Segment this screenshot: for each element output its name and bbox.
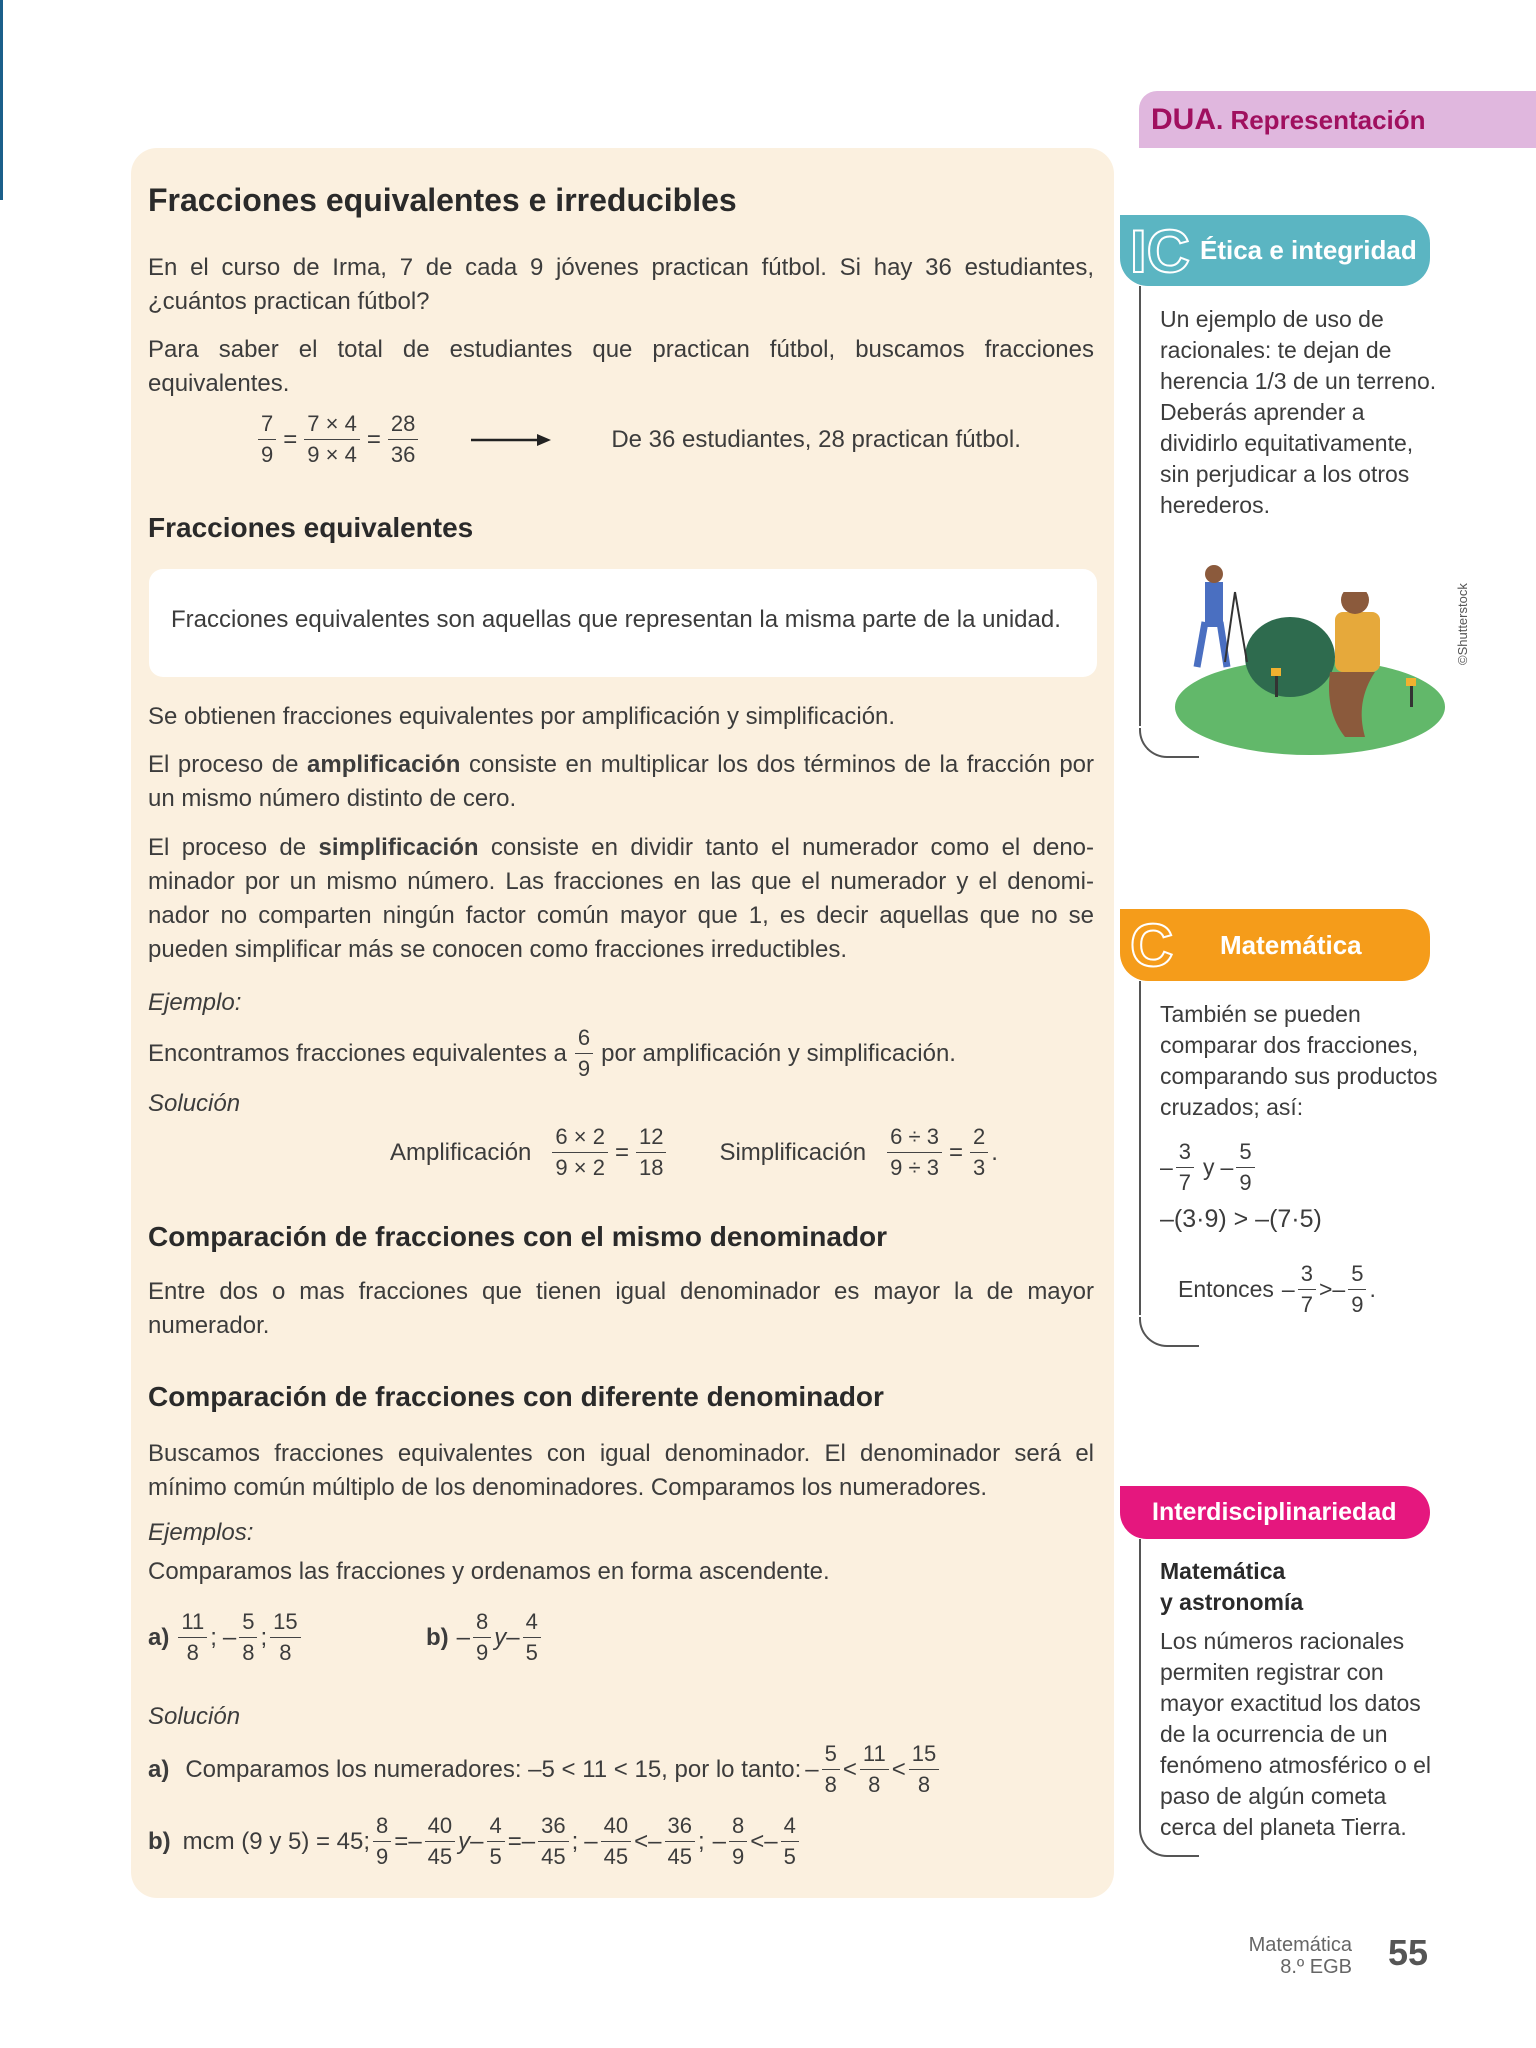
fraction: $\frac{2}{3}$ bbox=[970, 1125, 988, 1180]
ethics-bracket bbox=[1139, 286, 1141, 726]
fraction: $\frac{8}{9}$ bbox=[473, 1610, 491, 1665]
heading-different-denominator: Comparación de fracciones con diferente denominador bbox=[148, 1381, 884, 1412]
dua-rest: . Representación bbox=[1216, 105, 1426, 135]
ic-icon: IC bbox=[1130, 218, 1190, 285]
ethics-title: Ética e integridad bbox=[1200, 235, 1417, 265]
amplification-equation: Amplificación $\frac{6 \times 2}{9 \times 2}$ = $\frac{12}{18}$ Simplificación $\frac{6 \div 3}{9 \div 3}$ = $\frac{2}{3}$ . bbox=[390, 1124, 998, 1180]
inter-subtitle: Matemática y astronomía bbox=[1160, 1558, 1304, 1615]
fraction: $\frac{3}{7}$ bbox=[1176, 1140, 1194, 1195]
fraction: $\frac{7 \times 4}{9 \times 4}$ bbox=[304, 412, 360, 467]
example-statement: Encontramos fracciones equivalentes a $\frac{6}{9}$ por amplificación y simplificación. bbox=[148, 1025, 956, 1081]
fraction: $\frac{4}{5}$ bbox=[523, 1610, 541, 1665]
ethics-text: Un ejemplo de uso de racionales: te dejan de herencia 1/3 de un terreno. Deberás aprender a dividirlo equitativamente, sin perjudicar a los otros herederos. bbox=[1160, 306, 1437, 518]
fraction: $\frac{11}{8}$ bbox=[860, 1742, 889, 1797]
fraction: $\frac{6 \div 3}{9 \div 3}$ bbox=[887, 1125, 942, 1180]
math-title: Matemática bbox=[1220, 930, 1362, 960]
fraction: $\frac{5}{9}$ bbox=[1236, 1140, 1254, 1195]
fraction: $\frac{8}{9}$ bbox=[373, 1814, 391, 1869]
fraction: $\frac{3}{7}$ bbox=[1298, 1262, 1316, 1317]
equation-result: De 36 estudiantes, 28 practican fútbol. bbox=[611, 425, 1021, 453]
fraction: $\frac{36}{45}$ bbox=[538, 1814, 568, 1869]
fraction: $\frac{11}{8}$ bbox=[178, 1610, 207, 1665]
solution-label: Solución bbox=[148, 1090, 241, 1117]
examples-label: Ejemplos: bbox=[148, 1519, 254, 1546]
fraction: $\frac{4}{5}$ bbox=[781, 1814, 799, 1869]
c-icon: C bbox=[1130, 912, 1174, 979]
fraction: $\frac{40}{45}$ bbox=[601, 1814, 631, 1869]
math-header bbox=[1120, 909, 1430, 981]
heading-equivalent: Fracciones equivalentes bbox=[148, 512, 474, 543]
math-cross-products: –(3·9) > –(7·5) bbox=[1160, 1205, 1322, 1233]
intro-paragraph: En el curso de Irma, 7 de cada 9 jóvenes practican fútbol. Si hay 36 estudiantes, ¿cuántos practican fútbol? bbox=[148, 254, 1094, 315]
fraction: $\frac{5}{9}$ bbox=[1348, 1262, 1366, 1317]
paragraph-same-denominator: Entre dos o mas fracciones que tienen igual denominador es mayor la de mayor numerador. bbox=[148, 1278, 1094, 1339]
fraction: $\frac{5}{8}$ bbox=[239, 1610, 257, 1665]
fraction: $\frac{40}{45}$ bbox=[425, 1814, 455, 1869]
math-bracket bbox=[1139, 981, 1141, 1315]
fraction: $\frac{15}{8}$ bbox=[270, 1610, 300, 1665]
paragraph-simplification: El proceso de simplificación consiste en dividir tanto el numerador como el denominador por un mismo número. Las fracciones en las que el numerador y el denominador no comparten ningún factor común mayor que 1, es decir aquellas que no se pueden simplificar más se conocen como fracciones irreductibles. bbox=[148, 834, 1095, 963]
fraction: $\frac{36}{45}$ bbox=[665, 1814, 695, 1869]
math-bracket-corner bbox=[1139, 1317, 1199, 1347]
paragraph-order: Comparamos las fracciones y ordenamos en forma ascendente. bbox=[148, 1558, 830, 1585]
fraction: $\frac{6 \times 2}{9 \times 2}$ bbox=[552, 1125, 608, 1180]
inter-text: Los números racionales permiten registrar con mayor exactitud los datos de la ocurrencia de un fenómeno atmosférico o el paso de algún cometa cerca del planeta Tierra. bbox=[1160, 1628, 1432, 1840]
fraction: $\frac{8}{9}$ bbox=[729, 1814, 747, 1869]
method-paragraph: Para saber el total de estudiantes que practican fútbol, buscamos fracciones equivalentes. bbox=[148, 336, 1094, 397]
equation-example: $\frac{7}{9}$ = $\frac{7 \times 4}{9 \times 4}$ = $\frac{28}{36}$ De 36 estudiantes, 28 practican fútbol. bbox=[255, 412, 1021, 467]
surveyors-illustration bbox=[1175, 562, 1445, 757]
dua-bold: DUA bbox=[1151, 103, 1216, 136]
fraction: $\frac{6}{9}$ bbox=[575, 1026, 593, 1081]
inter-bracket bbox=[1139, 1539, 1141, 1827]
interdisciplinary-header bbox=[1120, 1486, 1430, 1539]
solution-a: a) Comparamos los numeradores: –5 < 11 < 15, por lo tanto: – $\frac{5}{8}$ < $\frac{11}{8}$ < $\frac{15}{8}$ bbox=[148, 1742, 942, 1797]
heading-same-denominator: Comparación de fracciones con el mismo denominador bbox=[148, 1221, 888, 1252]
exercise-a: a) $\frac{11}{8}$ ; – $\frac{5}{8}$ ; $\frac{15}{8}$ bbox=[148, 1610, 304, 1665]
page-number: 55 bbox=[1388, 1932, 1429, 1973]
fraction: $\frac{7}{9}$ bbox=[258, 412, 276, 467]
interdisciplinary-title: Interdisciplinariedad bbox=[1152, 1498, 1397, 1526]
arrow-right-icon bbox=[471, 433, 551, 447]
math-fractions: – $\frac{3}{7}$ y – $\frac{5}{9}$ bbox=[1160, 1140, 1258, 1195]
image-credit: ©Shutterstock bbox=[1455, 583, 1470, 665]
math-text: También se pueden comparar dos fracciones, comparando sus productos cruzados; así: bbox=[1160, 1001, 1438, 1120]
fraction: $\frac{28}{36}$ bbox=[388, 412, 418, 467]
definition-box: Fracciones equivalentes son aquellas que representan la misma parte de la unidad. bbox=[149, 569, 1097, 677]
math-conclusion: Entonces – $\frac{3}{7}$ > – $\frac{5}{9}$ . bbox=[1178, 1261, 1376, 1317]
solution-label-2: Solución bbox=[148, 1703, 241, 1730]
dua-banner bbox=[1139, 91, 1536, 148]
fraction: $\frac{12}{18}$ bbox=[636, 1125, 666, 1180]
footer-subject: Matemática 8.º EGB bbox=[1248, 1934, 1352, 1978]
fraction: $\frac{15}{8}$ bbox=[909, 1742, 939, 1797]
example-label: Ejemplo: bbox=[148, 989, 242, 1016]
exercise-b: b) – $\frac{8}{9}$ y – $\frac{4}{5}$ bbox=[426, 1610, 544, 1665]
page-title: Fracciones equivalentes e irreducibles bbox=[148, 182, 737, 218]
fraction: $\frac{4}{5}$ bbox=[487, 1814, 505, 1869]
fraction: $\frac{5}{8}$ bbox=[822, 1742, 840, 1797]
ethics-header bbox=[1120, 215, 1430, 286]
paragraph-obtain: Se obtienen fracciones equivalentes por amplificación y simplificación. bbox=[148, 703, 896, 730]
left-edge-bar bbox=[0, 0, 3, 200]
paragraph-different-denominator: Buscamos fracciones equivalentes con igual denominador. El denominador será el mínimo común múltiplo de los denominadores. Comparamos los numeradores. bbox=[148, 1440, 1094, 1501]
solution-b: b) mcm (9 y 5) = 45; $\frac{8}{9}$ = – $\frac{40}{45}$ y – $\frac{4}{5}$ = – $\frac{36}{45}$ ; – $\frac{40}{45}$ < – $\frac{36}{45}$ ; – $\frac{8}{9}$ < – $\frac{4}{5}$ bbox=[148, 1814, 802, 1869]
paragraph-amplification: El proceso de amplificación consiste en multiplicar los dos términos de la fracción por un mismo número distinto de cero. bbox=[148, 751, 1095, 812]
